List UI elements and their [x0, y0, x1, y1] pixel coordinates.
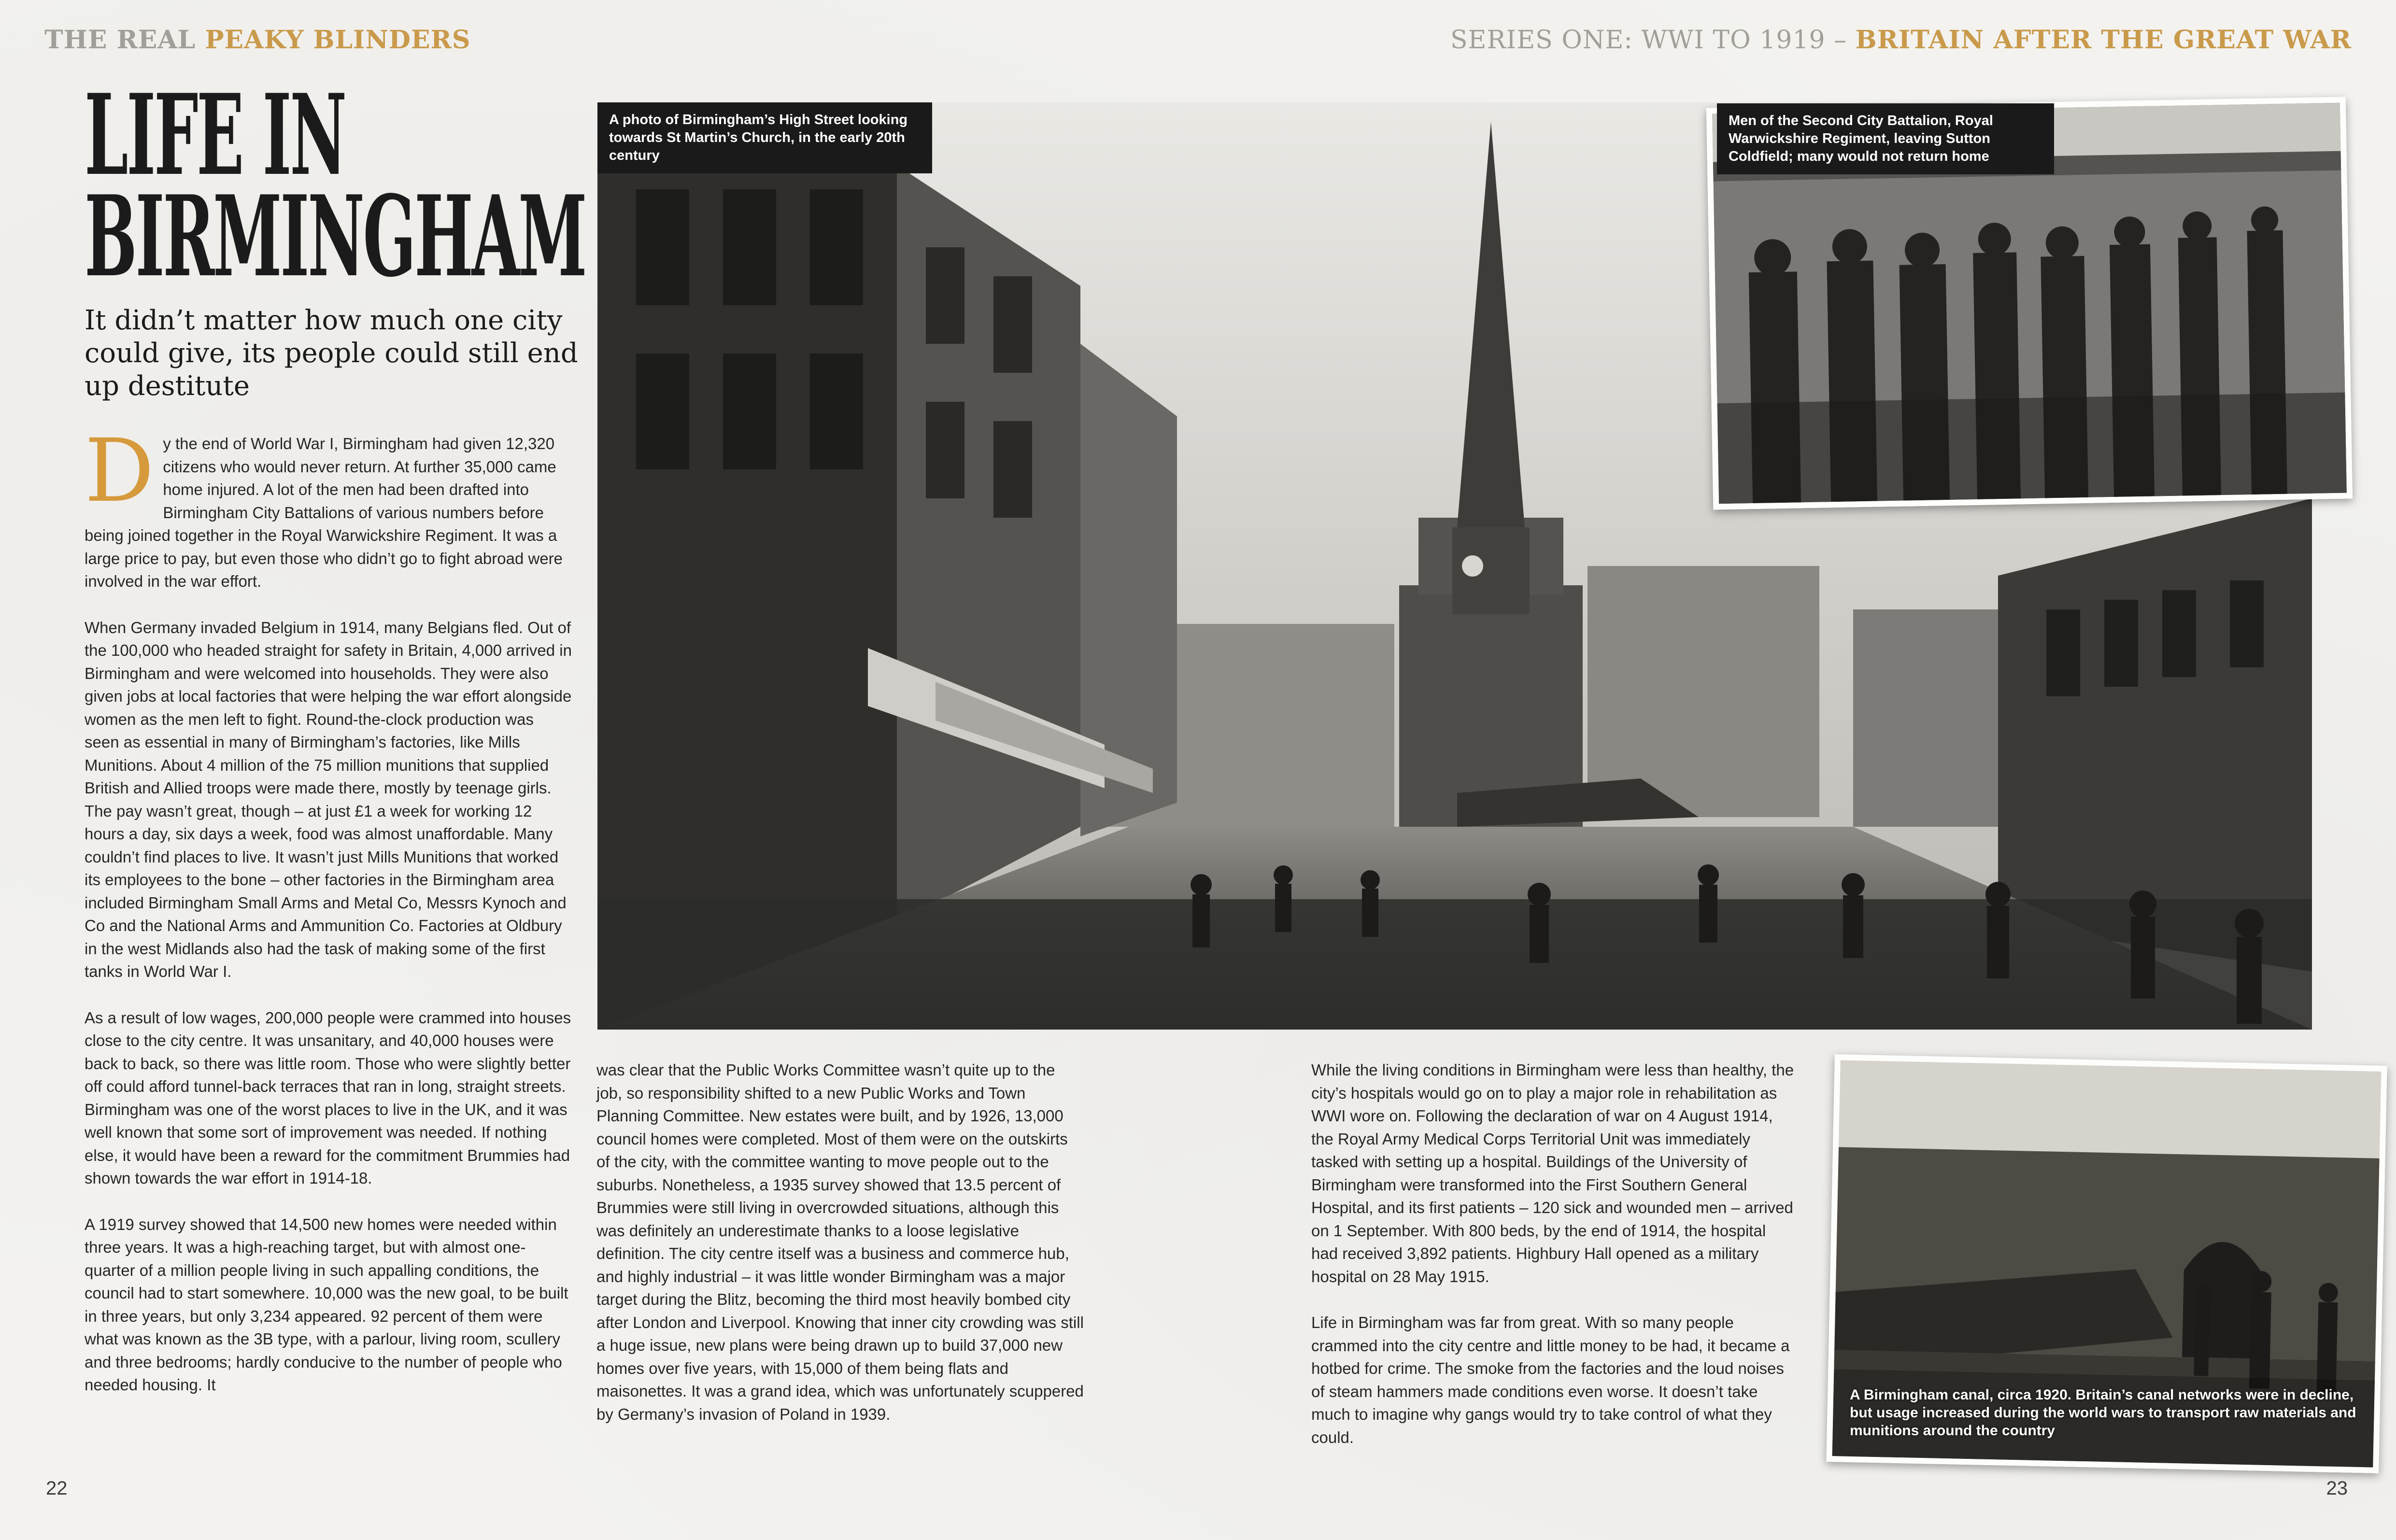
text-column-1 [85, 421, 572, 1420]
text-column-2 [596, 1059, 1084, 1449]
paragraph-3: As a result of low wages, 200,000 people were crammed into houses close to the city centre. It was unsanitary, and 40,000 houses were back to back, so there was little room. Those who were slightly better off could afford tunnel-back terraces that ran in long, straight streets. Birmingham was one of the worst places to live in the UK, and it was well known that some sort of improvement was needed. If nothing else, it would have been a reward for the commitment Brummies had shown towards the war effort in 1914-18. [85, 1008, 571, 1187]
hero-photo-caption: A photo of Birmingham’s High Street looking towards St Martin’s Church, in the early 20th century [597, 102, 932, 173]
paragraph-4: A 1919 survey showed that 14,500 new homes were needed within three years. It was a high-reaching target, but with almost one-quarter of a million people living in such appalling conditions, the council had to start somewhere. 10,000 was the new goal, to be built in three years, but only 3,234 appeared. 92 percent of them were what was known as the 3B type, with a parlour, living room, scullery and three bedrooms; hardly conducive to the number of people who needed housing. It [85, 1215, 568, 1394]
running-header-left [44, 25, 470, 55]
page-number-right: 23 [2326, 1478, 2348, 1499]
article-title [85, 70, 586, 302]
battalion-photo-caption: Men of the Second City Battalion, Royal Warwickshire Regiment, leaving Sutton Coldfield; many would not return home [1717, 103, 2054, 174]
paragraph-1-text: y the end of World War I, Birmingham had given 12,320 citizens who would never return. At further 35,000 came home injured. A lot of the men had been drafted into Birmingham City Battalions of various numbers before being joined together in the Royal Warwickshire Regiment. It was a large price to pay, but even those who didn’t go to fight abroad were involved in the war effort. [85, 435, 563, 590]
drop-cap: D [85, 421, 155, 522]
canal-photo-caption: A Birmingham canal, circa 1920. Britain’s canal networks were in decline, but usage increased during the world wars to transport raw materials and munitions around the country [1850, 1387, 2356, 1439]
article-title-line-2: BIRMINGHAM [85, 171, 586, 302]
paragraph-7: Life in Birmingham was far from great. With so many people crammed into the city centre and little money to be had, it became a hotbed for crime. The smoke from the factories and the loud noises of steam hammers made conditions even worse. It doesn’t take much to imagine why gangs would try to take control of what they could. [1311, 1314, 1790, 1446]
article-standfirst: It didn’t matter how much one city could give, its people could still end up destitute [85, 305, 578, 402]
page-number-left: 22 [46, 1478, 68, 1499]
paragraph-2: When Germany invaded Belgium in 1914, many Belgians fled. Out of the 100,000 who headed straight for safety in Britain, 4,000 arrived in Birmingham and were welcomed into households. They were also given jobs at local factories that were helping the war effort alongside women as the men left to fight. Round-the-clock production was seen as essential in many of Birmingham’s factories, like Mills Munitions. About 4 million of the 75 million munitions that supplied British and Allied troops were made there, mostly by teenage girls. The pay wasn’t great, though – at just £1 a week for working 12 hours a day, six days a week, food was almost unaffordable. Many couldn’t find places to live. It wasn’t just Mills Munitions that worked its employees to the bone – other factories in the Birmingham area included Birmingham Small Arms and Metal Co, Messrs Kynoch and Co and the National Arms and Ammunition Co. Factories at Oldbury in the west Midlands also had the task of making some of the first tanks in World War I. [85, 618, 572, 980]
running-header-right [1450, 25, 2352, 55]
paragraph-5: was clear that the Public Works Committee wasn’t quite up to the job, so responsibility shifted to a new Public Works and Town Planning Committee. New estates were built, and by 1926, 13,000 council homes were completed. Most of them were on the outskirts of the city, with the committee wanting to move people out to the suburbs. Nonetheless, a 1935 survey showed that 13.5 percent of Brummies were still living in overcrowded situations, although this was definitely an underestimate thanks to a loose legislative definition. The city centre itself was a business and commerce hub, and highly industrial – it was little wonder Birmingham was a major target during the Blitz, becoming the third most heavily bombed city after London and Liverpool. Knowing that inner city crowding was still a huge issue, new plans were being drawn up to build 37,000 new homes over five years, with 15,000 of them being flats and maisonettes. It was a grand idea, which was unfortunately scuppered by Germany’s invasion of Poland in 1939. [596, 1061, 1084, 1423]
running-header-right-prefix: SERIES ONE: WWI TO 1919 – [1450, 26, 1847, 55]
text-column-3 [1311, 1059, 1794, 1472]
running-header-right-highlight: BRITAIN AFTER THE GREAT WAR [1855, 25, 2352, 55]
paragraph-1 [85, 421, 572, 593]
running-header-left-highlight: PEAKY BLINDERS [205, 25, 471, 55]
article-title-line-1: LIFE IN [85, 70, 345, 200]
running-header-left-prefix: THE REAL [44, 25, 196, 55]
paragraph-6: While the living conditions in Birmingham were less than healthy, the city’s hospitals would go on to play a major role in rehabilitation as WWI wore on. Following the declaration of war on 4 August 1914, the Royal Army Medical Corps Territorial Unit was immediately tasked with setting up a hospital. Buildings of the University of Birmingham were transformed into the First Southern General Hospital, and its first patients – 120 sick and wounded men – arrived on 1 September. With 800 beds, by the end of 1914, the hospital had received 3,892 patients. Highbury Hall opened as a military hospital on 28 May 1915. [1311, 1061, 1794, 1286]
